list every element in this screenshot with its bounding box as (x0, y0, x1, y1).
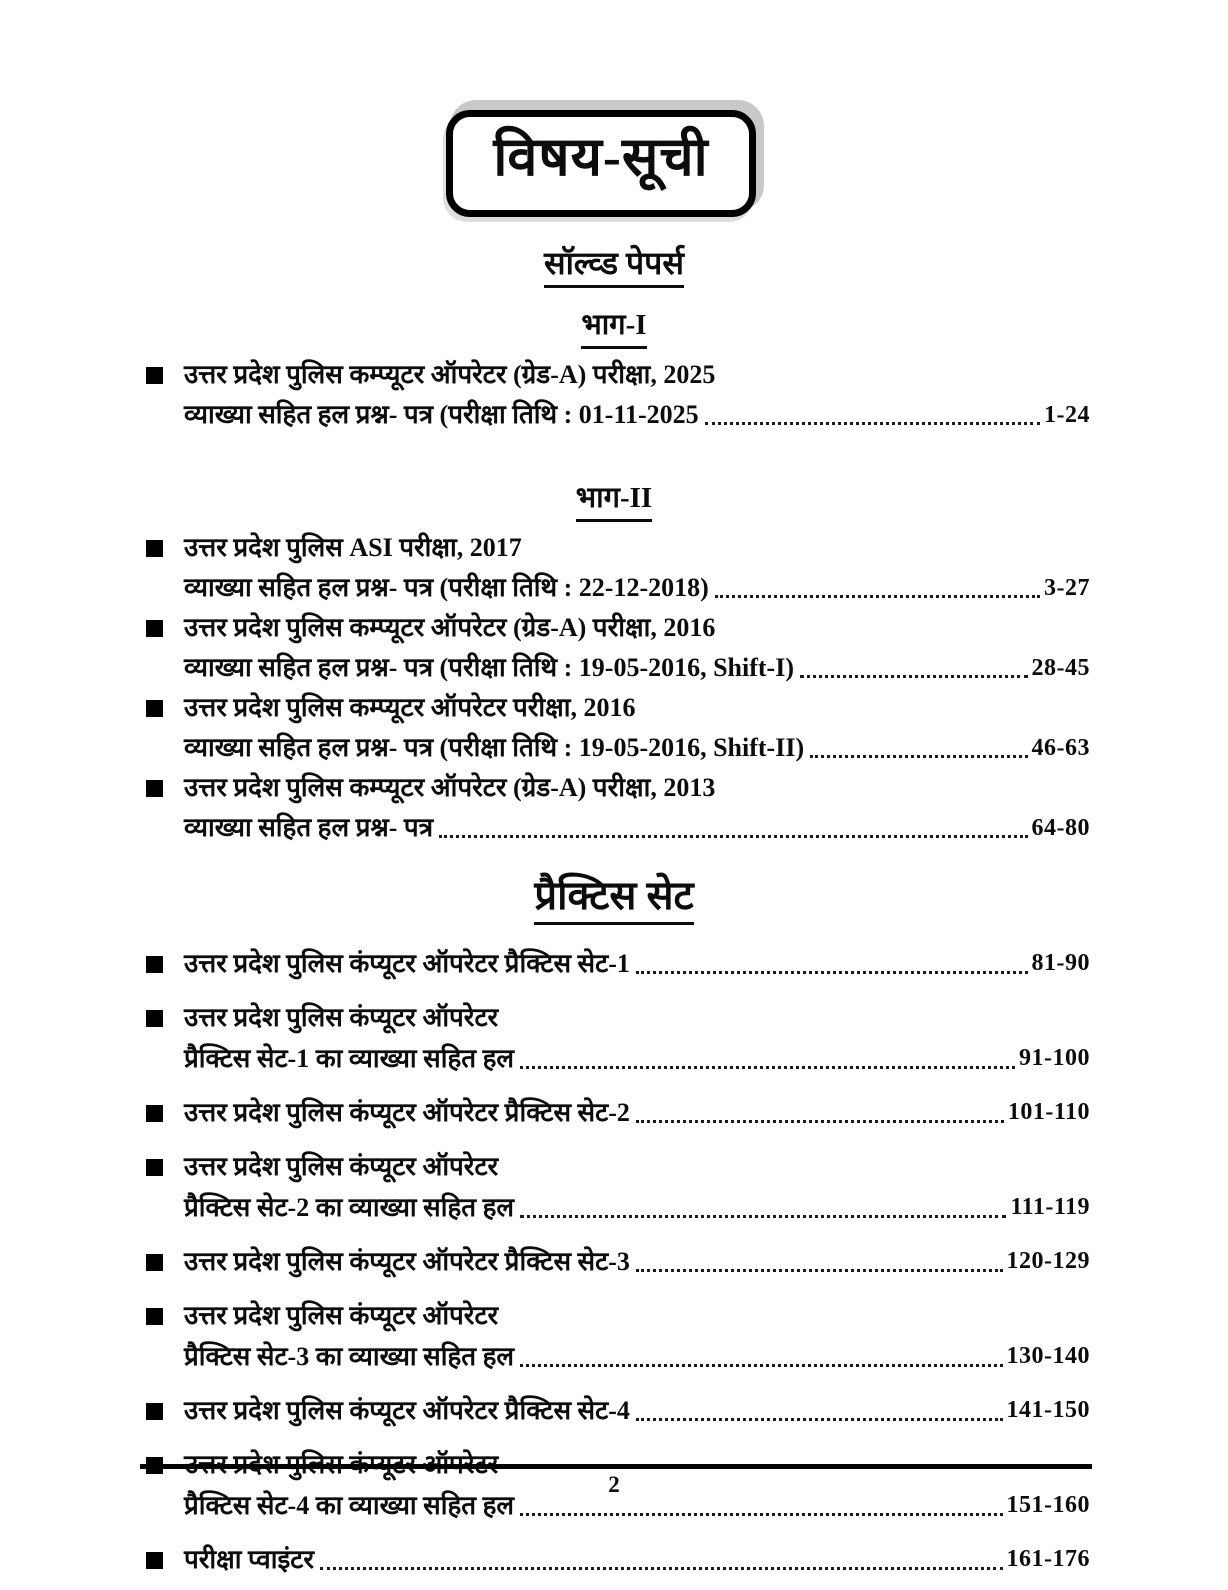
bullet-square-icon (146, 1308, 163, 1325)
bullet-square-icon (146, 620, 163, 637)
toc-entry-detail: व्याख्या सहित हल प्रश्न- पत्र (परीक्षा तिथि : 22-12-2018) 3-27 (184, 572, 1090, 602)
dot-leader (520, 1364, 1002, 1367)
toc-entry-detail: व्याख्या सहित हल प्रश्न- पत्र 64-80 (184, 812, 1090, 842)
dot-leader (800, 675, 1028, 678)
toc-entry: उत्तर प्रदेश पुलिस कंप्यूटर ऑपरेटर प्रैक्टिस सेट-2 का व्याख्या सहित हल 111-119 (146, 1146, 1090, 1228)
solved-papers-heading: सॉल्व्ड पेपर्स (0, 241, 1228, 284)
toc-entry-title: उत्तर प्रदेश पुलिस कम्प्यूटर ऑपरेटर (ग्रेड-A) परीक्षा, 2025 (146, 355, 1090, 395)
footer-rule (140, 1464, 1092, 1469)
dot-leader (636, 971, 1028, 974)
bullet-square-icon (146, 956, 163, 973)
title-row (0, 0, 1202, 217)
page-title-box (446, 110, 755, 217)
toc-entry-title: उत्तर प्रदेश पुलिस ASI परीक्षा, 2017 (146, 528, 1090, 568)
part-2-heading: भाग-II (0, 477, 1228, 516)
toc-entry-detail: व्याख्या सहित हल प्रश्न- पत्र (परीक्षा तिथि : 01-11-2025 1-24 (184, 399, 1090, 429)
toc-entry-detail: व्याख्या सहित हल प्रश्न- पत्र (परीक्षा तिथि : 19-05-2016, Shift-II) 46-63 (184, 732, 1090, 762)
dot-leader (520, 1215, 1006, 1218)
toc-entry-title: उत्तर प्रदेश पुलिस कम्प्यूटर ऑपरेटर (ग्रेड-A) परीक्षा, 2013 (146, 768, 1090, 808)
bullet-square-icon (146, 1254, 163, 1271)
dot-leader (520, 1513, 1002, 1516)
bullet-square-icon (146, 1552, 163, 1569)
toc-entry: उत्तर प्रदेश पुलिस कंप्यूटर ऑपरेटर प्रैक्टिस सेट-2 101-110 (146, 1092, 1090, 1133)
dot-leader (705, 422, 1040, 425)
dot-leader (636, 1269, 1003, 1272)
part-1-entries (146, 355, 1090, 435)
part-2-entries (146, 528, 1090, 848)
bullet-square-icon (146, 1159, 163, 1176)
toc-entry: उत्तर प्रदेश पुलिस कंप्यूटर ऑपरेटर प्रैक्टिस सेट-3 का व्याख्या सहित हल 130-140 (146, 1295, 1090, 1377)
toc-entry: उत्तर प्रदेश पुलिस कंप्यूटर ऑपरेटर प्रैक्टिस सेट-1 का व्याख्या सहित हल 91-100 (146, 997, 1090, 1079)
bullet-square-icon (146, 367, 163, 384)
dot-leader (636, 1120, 1004, 1123)
part-1-heading: भाग-I (0, 304, 1228, 343)
toc-entry: परीक्षा प्वाइंटर 161-176 (146, 1539, 1090, 1580)
toc-entry: उत्तर प्रदेश पुलिस कंप्यूटर ऑपरेटर प्रैक्टिस सेट-4 141-150 (146, 1390, 1090, 1431)
toc-entry: उत्तर प्रदेश पुलिस कंप्यूटर ऑपरेटर प्रैक्टिस सेट-3 120-129 (146, 1241, 1090, 1282)
dot-leader (810, 755, 1027, 758)
practice-sets-heading: प्रैक्टिस सेट (0, 866, 1228, 921)
toc-entry: उत्तर प्रदेश पुलिस कंप्यूटर ऑपरेटर प्रैक्टिस सेट-4 का व्याख्या सहित हल 151-160 (146, 1444, 1090, 1526)
toc-entry: उत्तर प्रदेश पुलिस कंप्यूटर ऑपरेटर प्रैक्टिस सेट-1 81-90 (146, 943, 1090, 984)
bullet-square-icon (146, 1010, 163, 1027)
toc-entry-title: उत्तर प्रदेश पुलिस कम्प्यूटर ऑपरेटर (ग्रेड-A) परीक्षा, 2016 (146, 608, 1090, 648)
dot-leader (320, 1567, 1003, 1570)
dot-leader (520, 1066, 1015, 1069)
dot-leader (715, 595, 1040, 598)
bullet-square-icon (146, 700, 163, 717)
bullet-square-icon (146, 1403, 163, 1420)
bullet-square-icon (146, 780, 163, 797)
page-title: विषय-सूची (493, 127, 709, 187)
dot-leader (636, 1418, 1003, 1421)
bullet-square-icon (146, 1105, 163, 1122)
toc-entry-title: उत्तर प्रदेश पुलिस कम्प्यूटर ऑपरेटर परीक्षा, 2016 (146, 688, 1090, 728)
bullet-square-icon (146, 540, 163, 557)
dot-leader (439, 835, 1027, 838)
page-number: 2 (608, 1472, 620, 1497)
toc-entry-detail: व्याख्या सहित हल प्रश्न- पत्र (परीक्षा तिथि : 19-05-2016, Shift-I) 28-45 (184, 652, 1090, 682)
